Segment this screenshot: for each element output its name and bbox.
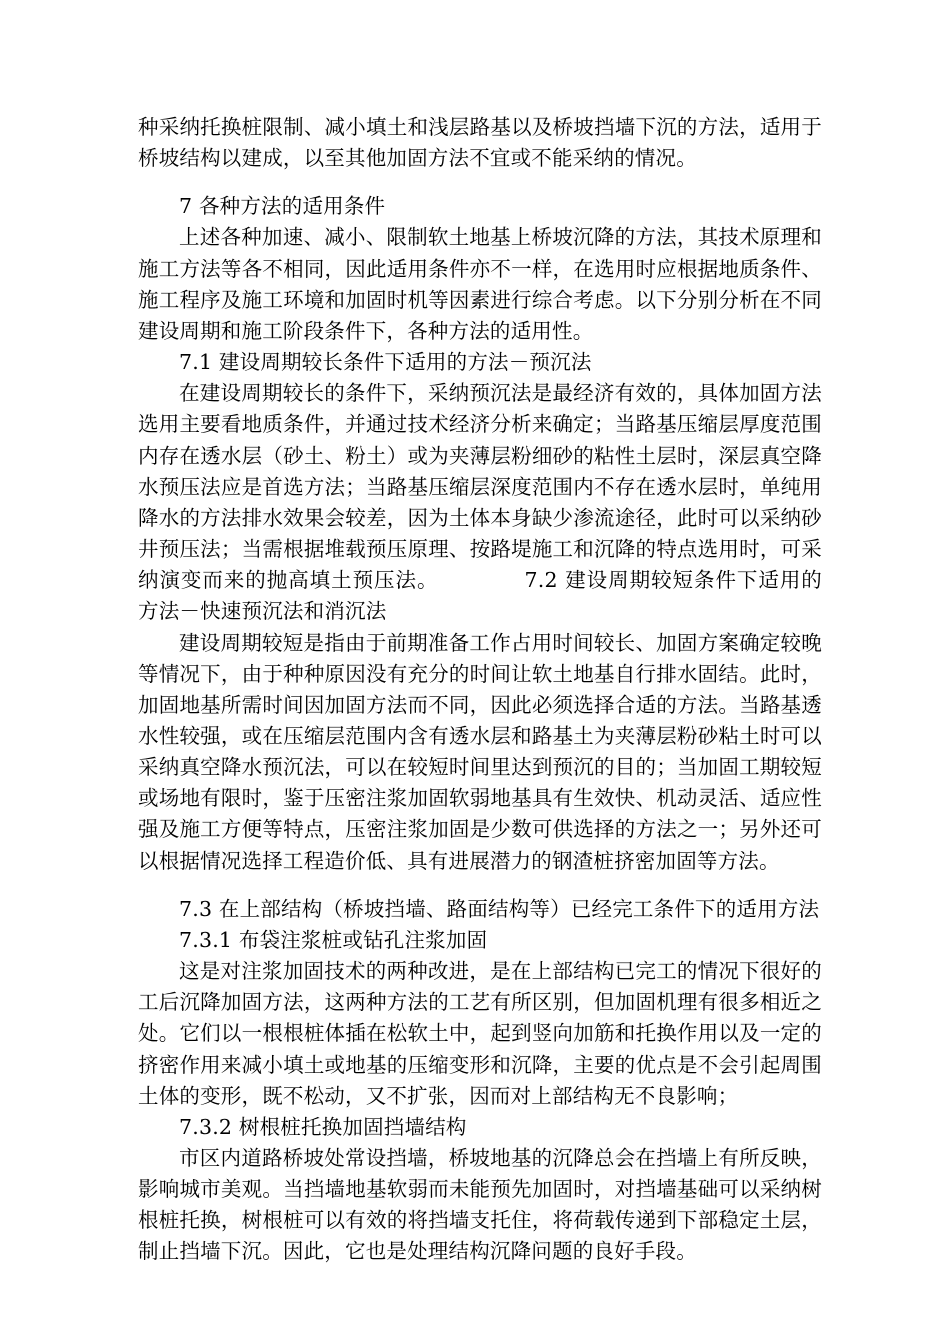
heading-section-7: 7 各种方法的适用条件 <box>179 194 386 219</box>
heading-section-7-3: 7.3 在上部结构（桥坡挡墙、路面结构等）已经完工条件下的适用方法 <box>179 896 820 921</box>
paragraph-section-7-1-text: 在建设周期较长的条件下，采纳预沉法是最经济有效的，具体加固方法选用主要看地质条件，并通过技术经济分析来确定；当路基压缩层厚度范围内存在透水层（砂土、粉土）或为夹薄层粉细砂的粘性土层时，深层真空降水预压法应是首选方法；当路基压缩层深度范围内不存在透水层时，单纯用降水的方法排水效果会较差，因为土体本身缺少渗流途径，此时可以采纳砂井预压法；当需根据堆载预压原理、按路堤施工和沉降的特点选用时，可采纳演变而来的抛高填土预压法。 <box>138 381 822 593</box>
paragraph-intro-continued: 种采纳托换桩限制、减小填土和浅层路基以及桥坡挡墙下沉的方法，适用于桥坡结构以建成，以至其他加固方法不宜或不能采纳的情况。 <box>138 115 822 171</box>
document-body <box>138 112 822 1268</box>
heading-section-7-2: 7.2 建设周期较短条件下适用的方法－快速预沉法和消沉法 <box>138 568 822 624</box>
paragraph-section-7-body: 上述各种加速、减小、限制软土地基上桥坡沉降的方法，其技术原理和施工方法等各不相同，因此适用条件亦不一样，在选用时应根据地质条件、施工程序及施工环境和加固时机等因素进行综合考虑。以下分别分析在不同建设周期和施工阶段条件下，各种方法的适用性。 <box>138 225 822 343</box>
paragraph-section-7-1-body <box>138 378 822 627</box>
paragraph-section-7-2-body: 建设周期较短是指由于前期准备工作占用时间较长、加固方案确定较晚等情况下，由于种种原因没有充分的时间让软土地基自行排水固结。此时，加固地基所需时间因加固方法而不同，因此必须选择合适的方法。当路基透水性较强，或在压缩层范围内含有透水层和路基土为夹薄层粉砂粘土时可以采纳真空降水预沉法，可以在较短时间里达到预沉的目的；当加固工期较短或场地有限时，鉴于压密注浆加固软弱地基具有生效快、机动灵活、适应性强及施工方便等特点，压密注浆加固是少数可供选择的方法之一；另外还可以根据情况选择工程造价低、具有进展潜力的钢渣桩挤密加固等方法。 <box>138 630 822 873</box>
heading-section-7-1: 7.1 建设周期较长条件下适用的方法－预沉法 <box>179 350 592 375</box>
paragraph-section-7-3-1-body: 这是对注浆加固技术的两种改进，是在上部结构已完工的情况下很好的工后沉降加固方法，这两种方法的工艺有所区别，但加固机理有很多相近之处。它们以一根根桩体插在松软土中，起到竖向加筋和托换作用以及一定的挤密作用来减小填土或地基的压缩变形和沉降，主要的优点是不会引起周围土体的变形，既不松动，又不扩张，因而对上部结构无不良影响； <box>138 959 822 1108</box>
heading-section-7-3-2: 7.3.2 树根桩托换加固挡墙结构 <box>179 1114 467 1139</box>
paragraph-section-7-3-2-body: 市区内道路桥坡处常设挡墙，桥坡地基的沉降总会在挡墙上有所反映，影响城市美观。当挡墙地基软弱而未能预先加固时，对挡墙基础可以采纳树根桩托换，树根桩可以有效的将挡墙支托住，将荷载传递到下部稳定土层，制止挡墙下沉。因此，它也是处理结构沉降问题的良好手段。 <box>138 1146 822 1264</box>
heading-section-7-3-1: 7.3.1 布袋注浆桩或钻孔注浆加固 <box>179 927 488 952</box>
